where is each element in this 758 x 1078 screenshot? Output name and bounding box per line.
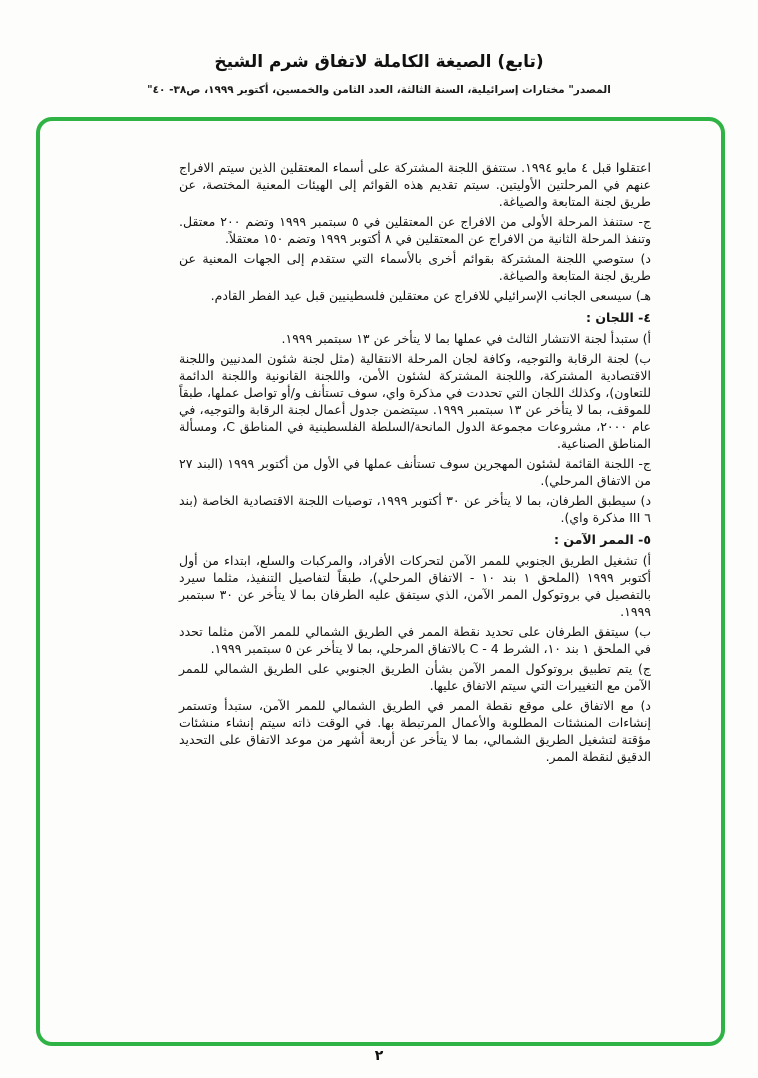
paragraph: د) مع الاتفاق على موقع نقطة الممر في الطريق الشمالي للممر الآمن، ستبدأ وتستمر إنشاءات المنشئات المطلوبة والأعمال المرتبطة بها. في الوقت ذاته سيتم إنشاء منشئات مؤقتة لتشغيل الطريق الشمالي، بما لا يتأخر عن أربعة أشهر من موعد الاتفاق على التحديد الدقيق لنقطة الممر.: [179, 698, 651, 764]
page-number: ٢: [374, 1048, 384, 1064]
section-heading: ٥- الممر الآمن :: [554, 532, 651, 547]
section-heading: ٤- اللجان :: [586, 310, 651, 325]
paragraph: د) ستوصي اللجنة المشتركة بقوائم أخرى بالأسماء التي ستقدم إلى الجهات المعنية عن طريق لجنة المتابعة والصياغة.: [179, 251, 651, 283]
paragraph: ج- اللجنة القائمة لشئون المهجرين سوف تستأنف عملها في الأول من أكتوبر ١٩٩٩ (البند ٢٧ من الاتفاق المرحلي).: [179, 456, 651, 488]
paragraph: ج- ستنفذ المرحلة الأولى من الافراج عن المعتقلين في ٥ سبتمبر ١٩٩٩ وتضم ٢٠٠ معتقل. وتنفذ المرحلة الثانية من الافراج عن المعتقلين في ٨ أكتوبر ١٩٩٩ وتضم ١٥٠ معتقلاً.: [179, 214, 652, 246]
paragraph: ج) يتم تطبيق بروتوكول الممر الآمن بشأن الطريق الجنوبي على الطريق الشمالي للممر الآمن مع التغييرات التي سيتم الاتفاق عليها.: [179, 661, 651, 693]
paragraph: د) سيطبق الطرفان، بما لا يتأخر عن ٣٠ أكتوبر ١٩٩٩، توصيات اللجنة الاقتصادية الخاصة (بند ٦ III مذكرة واي).: [179, 493, 652, 525]
page-title: (تابع) الصيغة الكاملة لاتفاق شرم الشيخ: [214, 52, 544, 72]
paragraph: ب) سيتفق الطرفان على تحديد نقطة الممر في الطريق الشمالي للممر الآمن مثلما تحدد في الملحق ١ بند ١٠، الشرط C - 4 بالاتفاق المرحلي، بما لا يتأخر عن ٥ سبتمبر ١٩٩٩.: [179, 624, 651, 656]
green-frame: [36, 117, 725, 1046]
paragraph: ب) لجنة الرقابة والتوجيه، وكافة لجان المرحلة الانتقالية (مثل لجنة شئون المدنيين واللجنة الاقتصادية المشتركة، واللجنة المشتركة لشئون الأمن، واللجنة القانونية واللجنة الدائمة للتعاون)، وكذلك اللجان التي تحددت في مذكرة واي، سوف تستأنف و/أو تواصل عملها، طبقاً للموقف، بما لا يتأخر عن ١٣ سبتمبر ١٩٩٩. سيتضمن جدول أعمال لجنة الرقابة والتوجيه، في عام ٢٠٠٠، مشروعات مجموعة الدول المانحة/السلطة الفلسطينية في المناطق C، ومسألة المناطق الصناعية.: [179, 351, 651, 451]
source-line: المصدر" مختارات إسرائيلية، السنة الثالثة، العدد الثامن والخمسين، أكتوبر ١٩٩٩، ص٣٨- ٤٠": [147, 84, 611, 96]
paragraph: اعتقلوا قبل ٤ مايو ١٩٩٤. ستتفق اللجنة المشتركة على أسماء المعتقلين الذين سيتم الافراج عنهم في المرحلتين الأوليتين. سيتم تقديم هذه القوائم إلى الهيئات المعنية المختصة، عن طريق لجنة المتابعة والصياغة.: [179, 160, 651, 209]
paragraph: هـ) سيسعى الجانب الإسرائيلي للافراج عن معتقلين فلسطينيين قبل عيد الفطر القادم.: [210, 288, 651, 303]
article-body: [179, 159, 651, 768]
paragraph: أ) ستبدأ لجنة الانتشار الثالث في عملها بما لا يتأخر عن ١٣ سبتمبر ١٩٩٩.: [281, 331, 651, 346]
paragraph: أ) تشغيل الطريق الجنوبي للممر الآمن لتحركات الأفراد، والمركبات والسلع، ابتداء من أول أكتوبر ١٩٩٩ (الملحق ١ بند ١٠ - الاتفاق المرحلي)، طبقاً لتفاصيل التنفيذ، مثلما سيرد بالتفصيل في بروتوكول الممر الآمن، الذي سيتفق عليه الطرفان بما لا يتأخر عن ٣٠ سبتمبر ١٩٩٩.: [179, 553, 652, 619]
